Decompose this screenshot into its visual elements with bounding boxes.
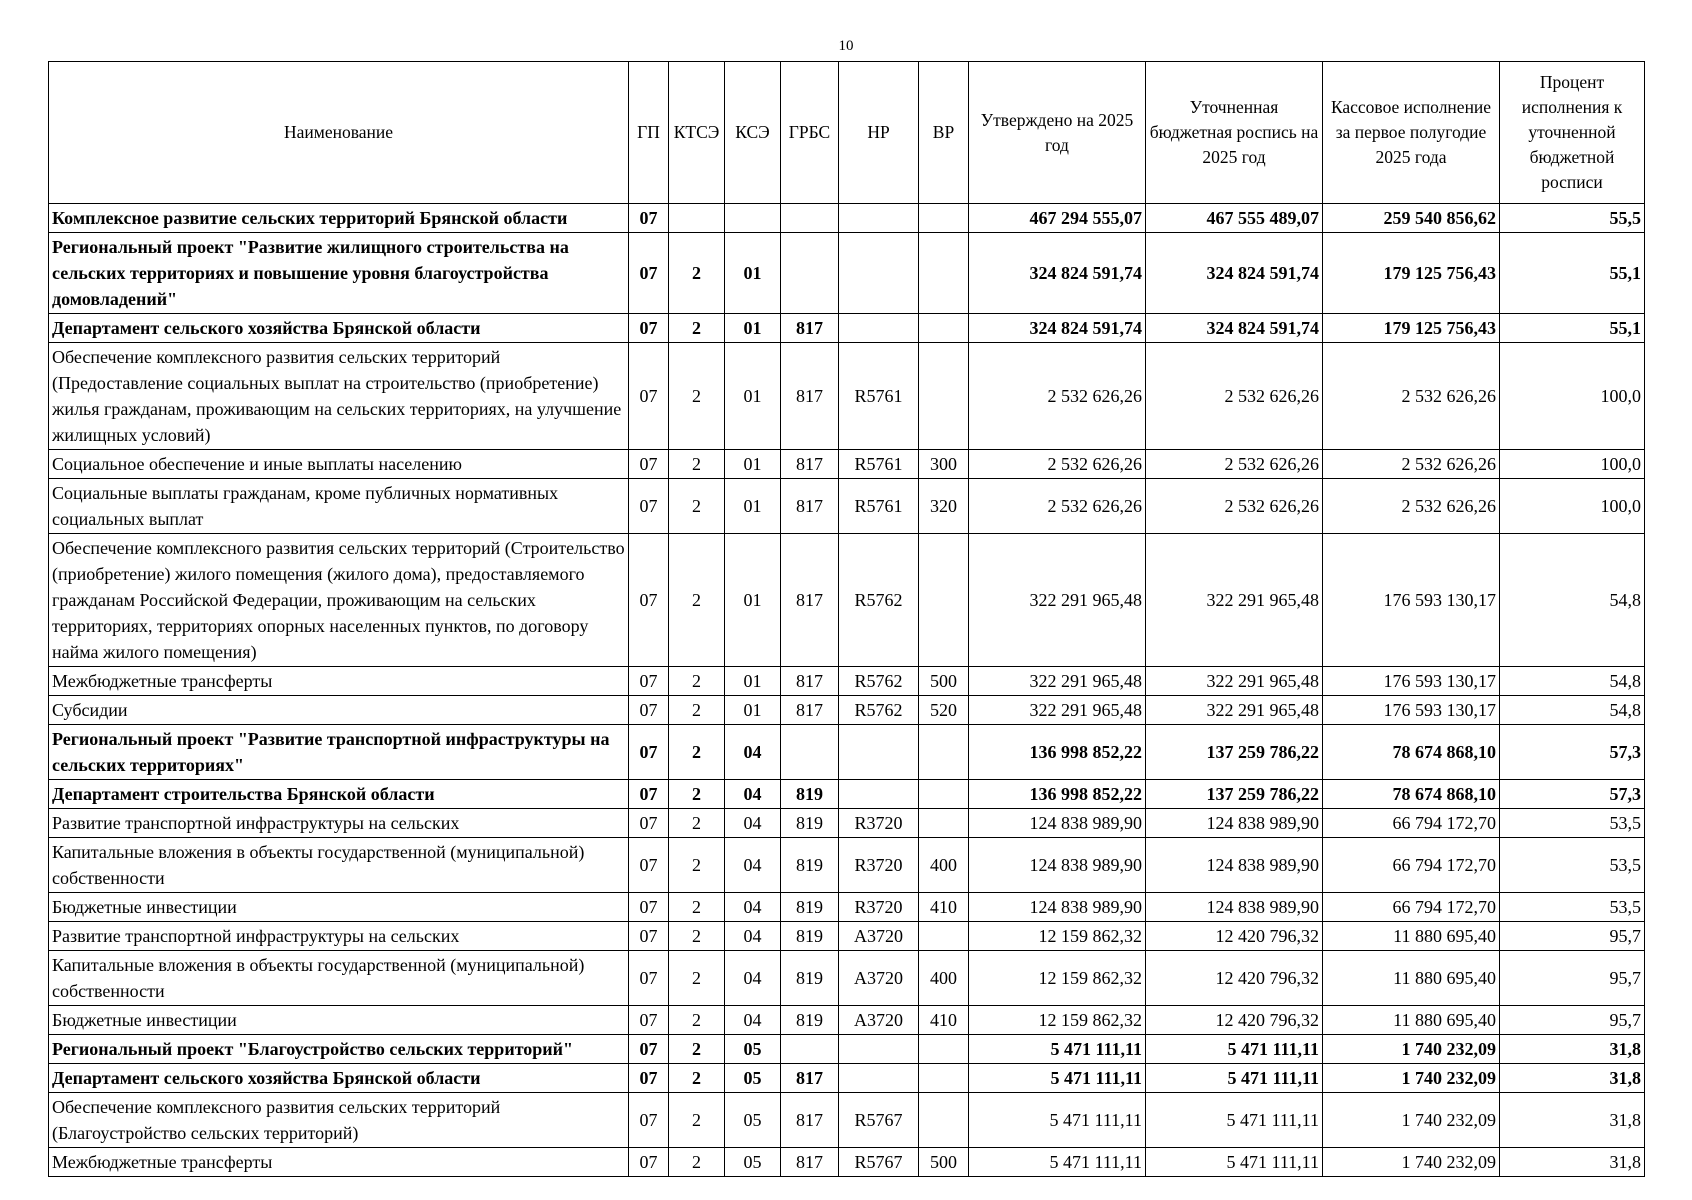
cell-gp: 07 bbox=[629, 667, 669, 696]
cell-name: Департамент сельского хозяйства Брянской области bbox=[49, 1064, 629, 1093]
cell-cash: 176 593 130,17 bbox=[1323, 534, 1500, 667]
cell-grbs: 819 bbox=[781, 1006, 839, 1035]
cell-ktse bbox=[669, 204, 725, 233]
cell-vr bbox=[919, 809, 969, 838]
cell-name: Обеспечение комплексного развития сельских территорий (Благоустройство сельских территорий) bbox=[49, 1093, 629, 1148]
cell-np bbox=[839, 780, 919, 809]
cell-vr bbox=[919, 922, 969, 951]
cell-kse: 01 bbox=[725, 534, 781, 667]
cell-vr: 300 bbox=[919, 450, 969, 479]
cell-np: R5767 bbox=[839, 1093, 919, 1148]
cell-percent: 54,8 bbox=[1500, 534, 1645, 667]
cell-vr bbox=[919, 343, 969, 450]
cell-vr bbox=[919, 314, 969, 343]
cell-np: R3720 bbox=[839, 893, 919, 922]
cell-percent: 57,3 bbox=[1500, 780, 1645, 809]
cell-kse: 04 bbox=[725, 809, 781, 838]
cell-cash: 11 880 695,40 bbox=[1323, 1006, 1500, 1035]
cell-np: R3720 bbox=[839, 809, 919, 838]
cell-revised: 12 420 796,32 bbox=[1146, 922, 1323, 951]
cell-np: R5762 bbox=[839, 667, 919, 696]
cell-name: Региональный проект "Развитие жилищного строительства на сельских территориях и повышение уровня благоустройства домовладений" bbox=[49, 233, 629, 314]
cell-cash: 66 794 172,70 bbox=[1323, 893, 1500, 922]
cell-gp: 07 bbox=[629, 696, 669, 725]
cell-grbs bbox=[781, 204, 839, 233]
cell-vr bbox=[919, 780, 969, 809]
cell-kse: 05 bbox=[725, 1035, 781, 1064]
cell-vr: 410 bbox=[919, 1006, 969, 1035]
cell-approved: 124 838 989,90 bbox=[969, 893, 1146, 922]
cell-approved: 467 294 555,07 bbox=[969, 204, 1146, 233]
cell-np: R3720 bbox=[839, 838, 919, 893]
cell-ktse: 2 bbox=[669, 780, 725, 809]
cell-grbs: 817 bbox=[781, 667, 839, 696]
cell-percent: 53,5 bbox=[1500, 809, 1645, 838]
cell-name: Бюджетные инвестиции bbox=[49, 1006, 629, 1035]
cell-revised: 324 824 591,74 bbox=[1146, 233, 1323, 314]
cell-ktse: 2 bbox=[669, 1035, 725, 1064]
cell-kse: 04 bbox=[725, 1006, 781, 1035]
cell-revised: 467 555 489,07 bbox=[1146, 204, 1323, 233]
cell-gp: 07 bbox=[629, 725, 669, 780]
cell-percent: 55,5 bbox=[1500, 204, 1645, 233]
cell-cash: 2 532 626,26 bbox=[1323, 450, 1500, 479]
cell-revised: 137 259 786,22 bbox=[1146, 725, 1323, 780]
cell-percent: 100,0 bbox=[1500, 343, 1645, 450]
cell-approved: 5 471 111,11 bbox=[969, 1064, 1146, 1093]
cell-approved: 2 532 626,26 bbox=[969, 479, 1146, 534]
cell-revised: 124 838 989,90 bbox=[1146, 838, 1323, 893]
cell-cash: 179 125 756,43 bbox=[1323, 314, 1500, 343]
table-row bbox=[49, 450, 1645, 479]
header-ktse: КТСЭ bbox=[669, 62, 725, 204]
cell-name: Департамент сельского хозяйства Брянской области bbox=[49, 314, 629, 343]
cell-revised: 137 259 786,22 bbox=[1146, 780, 1323, 809]
header-name: Наименование bbox=[49, 62, 629, 204]
cell-kse: 05 bbox=[725, 1148, 781, 1177]
cell-vr: 410 bbox=[919, 893, 969, 922]
cell-revised: 322 291 965,48 bbox=[1146, 696, 1323, 725]
cell-percent: 100,0 bbox=[1500, 450, 1645, 479]
cell-percent: 95,7 bbox=[1500, 1006, 1645, 1035]
cell-revised: 2 532 626,26 bbox=[1146, 450, 1323, 479]
cell-cash: 11 880 695,40 bbox=[1323, 951, 1500, 1006]
cell-percent: 100,0 bbox=[1500, 479, 1645, 534]
cell-ktse: 2 bbox=[669, 838, 725, 893]
cell-name: Обеспечение комплексного развития сельских территорий (Строительство (приобретение) жилого помещения (жилого дома), предоставляемого гражданам Российской Федерации, проживающим на сельских территориях, территориях опорных населенных пунктов, по договору найма жилого помещения) bbox=[49, 534, 629, 667]
cell-grbs: 819 bbox=[781, 893, 839, 922]
cell-kse: 04 bbox=[725, 951, 781, 1006]
cell-revised: 5 471 111,11 bbox=[1146, 1093, 1323, 1148]
cell-ktse: 2 bbox=[669, 534, 725, 667]
cell-percent: 95,7 bbox=[1500, 922, 1645, 951]
cell-approved: 322 291 965,48 bbox=[969, 534, 1146, 667]
cell-vr: 400 bbox=[919, 838, 969, 893]
table-row bbox=[49, 233, 1645, 314]
header-vr: ВР bbox=[919, 62, 969, 204]
cell-gp: 07 bbox=[629, 809, 669, 838]
cell-cash: 11 880 695,40 bbox=[1323, 922, 1500, 951]
cell-cash: 1 740 232,09 bbox=[1323, 1148, 1500, 1177]
cell-approved: 136 998 852,22 bbox=[969, 780, 1146, 809]
cell-name: Бюджетные инвестиции bbox=[49, 893, 629, 922]
table-body bbox=[49, 204, 1645, 1177]
cell-grbs: 817 bbox=[781, 1093, 839, 1148]
cell-cash: 1 740 232,09 bbox=[1323, 1035, 1500, 1064]
cell-percent: 31,8 bbox=[1500, 1148, 1645, 1177]
cell-np: А3720 bbox=[839, 922, 919, 951]
header-cash: Кассовое исполнение за первое полугодие 2025 года bbox=[1323, 62, 1500, 204]
cell-revised: 12 420 796,32 bbox=[1146, 951, 1323, 1006]
cell-np bbox=[839, 725, 919, 780]
cell-np bbox=[839, 1064, 919, 1093]
cell-ktse: 2 bbox=[669, 1064, 725, 1093]
table-row bbox=[49, 204, 1645, 233]
cell-gp: 07 bbox=[629, 534, 669, 667]
cell-percent: 54,8 bbox=[1500, 696, 1645, 725]
cell-vr bbox=[919, 204, 969, 233]
table-row bbox=[49, 1148, 1645, 1177]
cell-vr: 500 bbox=[919, 667, 969, 696]
cell-grbs: 817 bbox=[781, 479, 839, 534]
cell-ktse: 2 bbox=[669, 1093, 725, 1148]
cell-np: R5762 bbox=[839, 696, 919, 725]
cell-kse: 01 bbox=[725, 696, 781, 725]
cell-np: А3720 bbox=[839, 951, 919, 1006]
cell-cash: 78 674 868,10 bbox=[1323, 780, 1500, 809]
cell-revised: 324 824 591,74 bbox=[1146, 314, 1323, 343]
cell-vr: 500 bbox=[919, 1148, 969, 1177]
cell-approved: 2 532 626,26 bbox=[969, 450, 1146, 479]
cell-name: Социальные выплаты гражданам, кроме публичных нормативных социальных выплат bbox=[49, 479, 629, 534]
cell-percent: 53,5 bbox=[1500, 838, 1645, 893]
cell-revised: 322 291 965,48 bbox=[1146, 534, 1323, 667]
cell-grbs bbox=[781, 233, 839, 314]
page-number: 10 bbox=[838, 38, 854, 54]
table-row bbox=[49, 1006, 1645, 1035]
cell-gp: 07 bbox=[629, 314, 669, 343]
cell-approved: 124 838 989,90 bbox=[969, 809, 1146, 838]
cell-percent: 55,1 bbox=[1500, 233, 1645, 314]
cell-np: R5761 bbox=[839, 450, 919, 479]
cell-revised: 322 291 965,48 bbox=[1146, 667, 1323, 696]
cell-np: R5762 bbox=[839, 534, 919, 667]
cell-gp: 07 bbox=[629, 1148, 669, 1177]
table-row bbox=[49, 725, 1645, 780]
cell-grbs: 817 bbox=[781, 450, 839, 479]
cell-name: Капитальные вложения в объекты государственной (муниципальной) собственности bbox=[49, 951, 629, 1006]
cell-cash: 66 794 172,70 bbox=[1323, 838, 1500, 893]
cell-vr: 320 bbox=[919, 479, 969, 534]
cell-np bbox=[839, 1035, 919, 1064]
cell-name: Обеспечение комплексного развития сельских территорий (Предоставление социальных выплат на строительство (приобретение) жилья гражданам, проживающим на сельских территориях, на улучшение жилищных условий) bbox=[49, 343, 629, 450]
cell-ktse: 2 bbox=[669, 450, 725, 479]
cell-grbs: 817 bbox=[781, 1148, 839, 1177]
cell-revised: 5 471 111,11 bbox=[1146, 1035, 1323, 1064]
cell-grbs: 817 bbox=[781, 534, 839, 667]
table-row bbox=[49, 667, 1645, 696]
cell-ktse: 2 bbox=[669, 479, 725, 534]
cell-name: Межбюджетные трансферты bbox=[49, 667, 629, 696]
cell-revised: 12 420 796,32 bbox=[1146, 1006, 1323, 1035]
cell-percent: 53,5 bbox=[1500, 893, 1645, 922]
header-row bbox=[49, 62, 1645, 204]
table-row bbox=[49, 780, 1645, 809]
header-kse: КСЭ bbox=[725, 62, 781, 204]
cell-gp: 07 bbox=[629, 1093, 669, 1148]
cell-grbs: 819 bbox=[781, 809, 839, 838]
budget-table bbox=[48, 61, 1645, 1177]
cell-vr bbox=[919, 1064, 969, 1093]
table-row bbox=[49, 314, 1645, 343]
cell-name: Комплексное развитие сельских территорий Брянской области bbox=[49, 204, 629, 233]
cell-kse: 01 bbox=[725, 667, 781, 696]
cell-cash: 2 532 626,26 bbox=[1323, 343, 1500, 450]
cell-grbs bbox=[781, 725, 839, 780]
cell-grbs: 819 bbox=[781, 922, 839, 951]
cell-revised: 124 838 989,90 bbox=[1146, 893, 1323, 922]
cell-kse: 01 bbox=[725, 314, 781, 343]
cell-grbs: 817 bbox=[781, 1064, 839, 1093]
table-row bbox=[49, 1064, 1645, 1093]
cell-percent: 31,8 bbox=[1500, 1064, 1645, 1093]
header-np: НР bbox=[839, 62, 919, 204]
cell-name: Региональный проект "Благоустройство сельских территорий" bbox=[49, 1035, 629, 1064]
cell-vr bbox=[919, 534, 969, 667]
cell-approved: 5 471 111,11 bbox=[969, 1093, 1146, 1148]
cell-name: Развитие транспортной инфраструктуры на сельских bbox=[49, 809, 629, 838]
cell-kse: 01 bbox=[725, 233, 781, 314]
cell-gp: 07 bbox=[629, 479, 669, 534]
table-row bbox=[49, 1035, 1645, 1064]
cell-ktse: 2 bbox=[669, 233, 725, 314]
cell-kse bbox=[725, 204, 781, 233]
cell-gp: 07 bbox=[629, 893, 669, 922]
cell-ktse: 2 bbox=[669, 893, 725, 922]
cell-cash: 1 740 232,09 bbox=[1323, 1093, 1500, 1148]
cell-cash: 179 125 756,43 bbox=[1323, 233, 1500, 314]
cell-ktse: 2 bbox=[669, 314, 725, 343]
cell-revised: 2 532 626,26 bbox=[1146, 479, 1323, 534]
cell-cash: 78 674 868,10 bbox=[1323, 725, 1500, 780]
cell-kse: 05 bbox=[725, 1093, 781, 1148]
cell-approved: 322 291 965,48 bbox=[969, 696, 1146, 725]
table-row bbox=[49, 893, 1645, 922]
cell-ktse: 2 bbox=[669, 725, 725, 780]
cell-revised: 124 838 989,90 bbox=[1146, 809, 1323, 838]
cell-np bbox=[839, 233, 919, 314]
cell-revised: 5 471 111,11 bbox=[1146, 1148, 1323, 1177]
cell-np bbox=[839, 314, 919, 343]
table-row bbox=[49, 343, 1645, 450]
cell-kse: 04 bbox=[725, 725, 781, 780]
cell-name: Развитие транспортной инфраструктуры на сельских bbox=[49, 922, 629, 951]
cell-kse: 01 bbox=[725, 343, 781, 450]
cell-kse: 04 bbox=[725, 893, 781, 922]
cell-cash: 176 593 130,17 bbox=[1323, 667, 1500, 696]
cell-approved: 124 838 989,90 bbox=[969, 838, 1146, 893]
cell-grbs: 817 bbox=[781, 696, 839, 725]
cell-np: R5761 bbox=[839, 343, 919, 450]
cell-gp: 07 bbox=[629, 838, 669, 893]
cell-percent: 95,7 bbox=[1500, 951, 1645, 1006]
cell-name: Субсидии bbox=[49, 696, 629, 725]
cell-revised: 5 471 111,11 bbox=[1146, 1064, 1323, 1093]
cell-grbs: 817 bbox=[781, 343, 839, 450]
cell-gp: 07 bbox=[629, 780, 669, 809]
cell-np: А3720 bbox=[839, 1006, 919, 1035]
cell-cash: 176 593 130,17 bbox=[1323, 696, 1500, 725]
table-row bbox=[49, 696, 1645, 725]
cell-approved: 12 159 862,32 bbox=[969, 1006, 1146, 1035]
cell-ktse: 2 bbox=[669, 696, 725, 725]
table-row bbox=[49, 922, 1645, 951]
cell-ktse: 2 bbox=[669, 1148, 725, 1177]
cell-approved: 2 532 626,26 bbox=[969, 343, 1146, 450]
cell-name: Департамент строительства Брянской области bbox=[49, 780, 629, 809]
cell-gp: 07 bbox=[629, 1035, 669, 1064]
cell-revised: 2 532 626,26 bbox=[1146, 343, 1323, 450]
cell-gp: 07 bbox=[629, 1064, 669, 1093]
cell-cash: 2 532 626,26 bbox=[1323, 479, 1500, 534]
cell-gp: 07 bbox=[629, 233, 669, 314]
table-row bbox=[49, 951, 1645, 1006]
cell-name: Социальное обеспечение и иные выплаты населению bbox=[49, 450, 629, 479]
table-row bbox=[49, 809, 1645, 838]
cell-percent: 54,8 bbox=[1500, 667, 1645, 696]
cell-grbs: 819 bbox=[781, 838, 839, 893]
header-percent: Процент исполнения к уточненной бюджетной росписи bbox=[1500, 62, 1645, 204]
header-grbs: ГРБС bbox=[781, 62, 839, 204]
cell-vr: 520 bbox=[919, 696, 969, 725]
cell-cash: 1 740 232,09 bbox=[1323, 1064, 1500, 1093]
cell-ktse: 2 bbox=[669, 951, 725, 1006]
cell-ktse: 2 bbox=[669, 343, 725, 450]
table-row bbox=[49, 1093, 1645, 1148]
table-row bbox=[49, 838, 1645, 893]
cell-gp: 07 bbox=[629, 204, 669, 233]
cell-vr bbox=[919, 725, 969, 780]
cell-gp: 07 bbox=[629, 951, 669, 1006]
header-approved: Утверждено на 2025 год bbox=[969, 62, 1146, 204]
table-row bbox=[49, 479, 1645, 534]
cell-approved: 12 159 862,32 bbox=[969, 922, 1146, 951]
cell-gp: 07 bbox=[629, 450, 669, 479]
cell-kse: 04 bbox=[725, 922, 781, 951]
cell-kse: 04 bbox=[725, 780, 781, 809]
table-row bbox=[49, 534, 1645, 667]
cell-gp: 07 bbox=[629, 1006, 669, 1035]
cell-name: Региональный проект "Развитие транспортной инфраструктуры на сельских территориях" bbox=[49, 725, 629, 780]
cell-vr bbox=[919, 233, 969, 314]
cell-percent: 31,8 bbox=[1500, 1093, 1645, 1148]
cell-name: Капитальные вложения в объекты государственной (муниципальной) собственности bbox=[49, 838, 629, 893]
cell-kse: 05 bbox=[725, 1064, 781, 1093]
cell-kse: 01 bbox=[725, 450, 781, 479]
cell-approved: 136 998 852,22 bbox=[969, 725, 1146, 780]
cell-gp: 07 bbox=[629, 922, 669, 951]
cell-percent: 57,3 bbox=[1500, 725, 1645, 780]
cell-approved: 5 471 111,11 bbox=[969, 1148, 1146, 1177]
cell-percent: 31,8 bbox=[1500, 1035, 1645, 1064]
cell-grbs: 819 bbox=[781, 951, 839, 1006]
cell-ktse: 2 bbox=[669, 809, 725, 838]
cell-percent: 55,1 bbox=[1500, 314, 1645, 343]
cell-cash: 66 794 172,70 bbox=[1323, 809, 1500, 838]
cell-np: R5767 bbox=[839, 1148, 919, 1177]
cell-ktse: 2 bbox=[669, 1006, 725, 1035]
header-revised: Уточненная бюджетная роспись на 2025 год bbox=[1146, 62, 1323, 204]
cell-approved: 324 824 591,74 bbox=[969, 314, 1146, 343]
cell-np bbox=[839, 204, 919, 233]
cell-np: R5761 bbox=[839, 479, 919, 534]
cell-approved: 5 471 111,11 bbox=[969, 1035, 1146, 1064]
cell-grbs bbox=[781, 1035, 839, 1064]
cell-gp: 07 bbox=[629, 343, 669, 450]
cell-approved: 322 291 965,48 bbox=[969, 667, 1146, 696]
cell-vr bbox=[919, 1093, 969, 1148]
header-gp: ГП bbox=[629, 62, 669, 204]
cell-name: Межбюджетные трансферты bbox=[49, 1148, 629, 1177]
cell-grbs: 819 bbox=[781, 780, 839, 809]
cell-cash: 259 540 856,62 bbox=[1323, 204, 1500, 233]
cell-kse: 04 bbox=[725, 838, 781, 893]
cell-kse: 01 bbox=[725, 479, 781, 534]
cell-vr: 400 bbox=[919, 951, 969, 1006]
cell-approved: 324 824 591,74 bbox=[969, 233, 1146, 314]
cell-ktse: 2 bbox=[669, 922, 725, 951]
cell-ktse: 2 bbox=[669, 667, 725, 696]
cell-grbs: 817 bbox=[781, 314, 839, 343]
cell-approved: 12 159 862,32 bbox=[969, 951, 1146, 1006]
cell-vr bbox=[919, 1035, 969, 1064]
